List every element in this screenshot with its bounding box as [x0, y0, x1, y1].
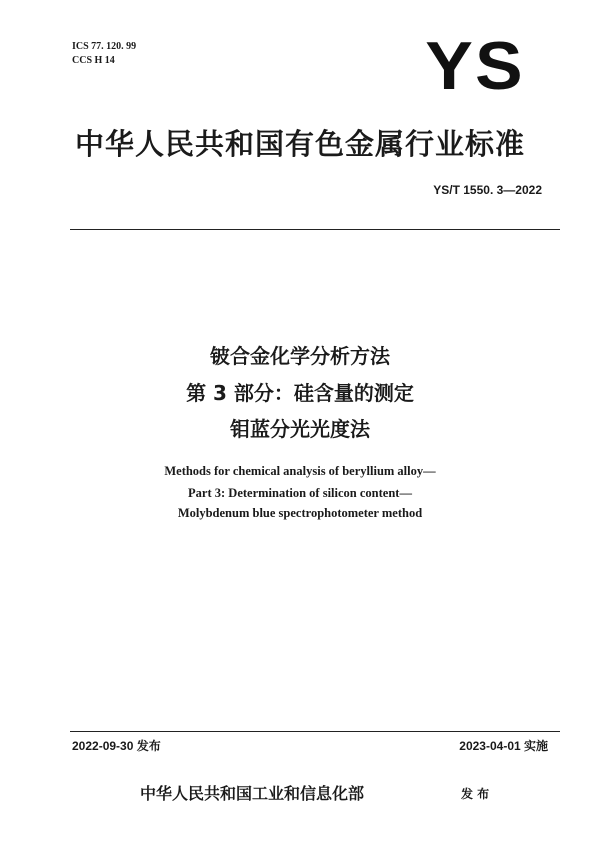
cn-title-line-1: 铍合金化学分析方法: [210, 344, 390, 368]
bottom-divider: [70, 731, 560, 732]
en-title-line-1: Methods for chemical analysis of beryllium alloy—: [164, 464, 436, 478]
cn-title-line-2: 第 3 部分：硅含量的测定: [186, 381, 414, 405]
ys-logo: YS: [425, 28, 525, 104]
standard-category-name: 中华人民共和国有色金属行业标准: [74, 127, 525, 161]
publisher-name: 中华人民共和国工业和信息化部: [140, 784, 365, 803]
cn-title-line-3: 钼蓝分光光度法: [230, 417, 370, 441]
classification-codes: [72, 40, 136, 68]
publish-label: 发 布: [461, 787, 490, 801]
issue-date: 2022-09-30 发布: [72, 739, 161, 753]
implementation-date: 2023-04-01 实施: [459, 739, 548, 753]
standard-number: YS/T 1550. 3—2022: [433, 183, 542, 197]
en-title-line-3: Molybdenum blue spectrophotometer method: [177, 506, 423, 520]
en-title-line-2: Part 3: Determination of silicon content—: [188, 486, 412, 500]
ccs-code: CCS H 14: [72, 55, 115, 66]
ics-code: ICS 77. 120. 99: [72, 41, 137, 52]
top-divider: [70, 229, 560, 230]
